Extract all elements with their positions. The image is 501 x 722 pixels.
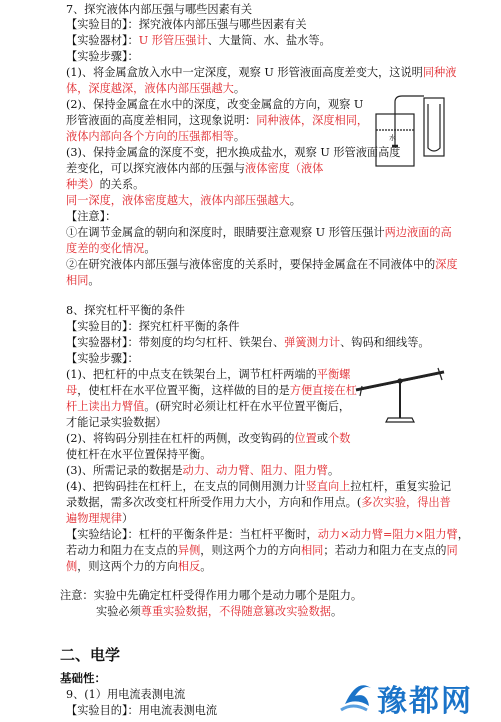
- text-span: 使杠杆在水平位置保持平衡。: [66, 448, 212, 461]
- text-span: 【实验步骤】：: [66, 352, 139, 365]
- highlight-text: 多次实验，得出普: [361, 496, 451, 509]
- text-line: [66, 447, 211, 462]
- text-line: [66, 257, 458, 272]
- text-line: [66, 511, 133, 526]
- text-span: 【注意】：: [66, 210, 117, 223]
- text-span: 才能记录实验数据）: [66, 416, 167, 429]
- highlight-text: U 形管压强计: [138, 34, 208, 47]
- text-span: ，使杠杆在水平位置平衡，这样做的目的是: [77, 384, 290, 397]
- text-span: ①在调节金属盒的朝向和深度时，眼睛要注意观察 U 形管压强计: [66, 226, 385, 239]
- text-span: 。: [330, 605, 343, 618]
- text-line: [66, 129, 245, 144]
- text-span: 差变化，可以探究液体内部的压强与: [66, 162, 246, 175]
- text-span: 、钩码和细线等。: [340, 336, 430, 349]
- text-span: 。: [328, 464, 340, 477]
- section-title: 二、电学: [60, 646, 121, 664]
- highlight-text: 异侧: [177, 544, 201, 557]
- watermark-text: 豫都网: [377, 684, 473, 719]
- text-line: [66, 687, 185, 702]
- highlight-text: 方便直接在杠: [289, 384, 357, 397]
- highlight-text: 动力×动力臂=阻力×阻力臂: [317, 528, 458, 541]
- lever-figure: [346, 346, 450, 428]
- text-span: 实验必须: [96, 605, 141, 618]
- text-line: [66, 145, 400, 160]
- highlight-text: 体，深度越深，液体内部压强越大: [66, 82, 234, 95]
- text-line: [66, 225, 452, 240]
- text-span: 若动力和阻力在支点的: [66, 544, 178, 557]
- highlight-text: 母: [66, 384, 78, 397]
- highlight-text: 液体密度（液体: [245, 162, 324, 175]
- text-line: [66, 303, 185, 318]
- text-span: 【实验器材】：带刻度的均匀杠杆、铁架台、: [66, 336, 285, 349]
- text-span: 拉杠杆，重复实验记: [350, 480, 452, 493]
- text-span: 。: [200, 560, 212, 573]
- text-line: [66, 97, 363, 112]
- text-line: [66, 209, 116, 224]
- highlight-text: 位置: [294, 432, 317, 445]
- text-line: [66, 479, 451, 494]
- text-line: [66, 33, 331, 48]
- text-span: 9、(1）用电流表测电流: [66, 688, 186, 701]
- text-span: 注意：实验中先确定杠杆受得作用力哪个是动力哪个是阻力。: [60, 589, 363, 602]
- text-line: [66, 351, 139, 366]
- highlight-text: 两边液面的高: [384, 226, 452, 239]
- highlight-text: 度差的变化情况: [66, 242, 145, 255]
- highlight-text: 平衡螺: [316, 368, 351, 381]
- text-line: [66, 65, 456, 80]
- manometer-figure: [372, 92, 450, 170]
- text-span: ，则这两个力的方向: [77, 560, 178, 573]
- text-line: [96, 604, 342, 619]
- highlight-text: 相同: [300, 544, 324, 557]
- text-line: [60, 588, 362, 603]
- text-line: [66, 559, 212, 574]
- highlight-text: 侧: [66, 560, 78, 573]
- text-line: [66, 495, 451, 510]
- water-label: 水: [389, 134, 396, 142]
- text-span: 或: [316, 432, 329, 445]
- text-line: [66, 17, 307, 32]
- text-span: 。: [289, 194, 301, 207]
- text-span: (1)、将金属盒放入水中一定深度，观察 U 形管液面高度差变大，这说明: [66, 66, 423, 79]
- text-span: 。(研究时必须让杠杆在水平位置平衡后，: [144, 400, 351, 413]
- text-span: 【实验目的】：探究杠杆平衡的条件: [66, 320, 240, 333]
- highlight-text: 相反: [177, 560, 201, 573]
- text-span: 【实验结论】：杠杆的平衡条件是：当杠杆平衡时，: [66, 528, 318, 541]
- highlight-text: 同种液: [422, 66, 457, 79]
- highlight-text: 竖直向上: [305, 480, 351, 493]
- highlight-text: 动力、动力臂、阻力、阻力臂: [182, 464, 328, 477]
- highlight-text: 弹簧测力计: [284, 336, 341, 349]
- text-line: [66, 49, 139, 64]
- text-span: ，: [457, 528, 469, 541]
- text-line: [66, 241, 156, 256]
- text-line: [66, 383, 357, 398]
- text-span: 的关系。: [99, 178, 145, 191]
- text-line: [66, 193, 301, 208]
- text-line: [66, 273, 100, 288]
- text-line: [66, 415, 167, 430]
- subheading: 基础性：: [60, 671, 106, 685]
- text-span: 【实验步骤】：: [66, 50, 139, 63]
- text-span: 【实验目的】：用电流表测电流: [66, 704, 218, 717]
- text-span: (1)、把杠杆的中点支在铁架台上，调节杠杆两端的: [66, 368, 317, 381]
- text-span: (3)、所需记录的数据是: [66, 464, 183, 477]
- highlight-text: 种类）: [66, 178, 100, 191]
- text-line: [66, 399, 350, 414]
- text-line: [66, 319, 239, 334]
- text-span: 。: [233, 130, 246, 143]
- text-line: [66, 543, 458, 558]
- text-span: (2)、保持金属盒在水中的深度，改变金属盒的方向，观察 U: [66, 98, 364, 111]
- highlight-text: 尊重实验数据，不得随意篡改实验数据: [140, 605, 331, 618]
- text-span: 。: [88, 274, 100, 287]
- text-line: [66, 527, 469, 542]
- text-span: 录数据，需多次改变杠杆所受作用力大小，方向和作用点。(: [66, 496, 362, 509]
- highlight-text: 液体内部向各个方向的压强都相等: [66, 130, 234, 143]
- text-span: ）: [121, 512, 134, 525]
- watermark-logo-icon: [337, 674, 377, 718]
- watermark: [337, 674, 497, 718]
- text-span: 。: [144, 242, 156, 255]
- highlight-text: 相同: [66, 274, 89, 287]
- text-span: ②在研究液体内部压强与液体密度的关系时，要保持金属盒在不同液体中的: [66, 258, 436, 271]
- text-line: [66, 367, 350, 382]
- text-span: (3)、保持金属盒的深度不变，把水换成盐水，观察 U 形管液面高度: [66, 146, 401, 159]
- highlight-text: 同一深度，液体密度越大，液体内部压强越大: [66, 194, 290, 207]
- text-span: 8、探究杠杆平衡的条件: [66, 304, 185, 317]
- text-line: [66, 161, 323, 176]
- highlight-text: 同: [446, 544, 458, 557]
- text-line: [66, 81, 245, 96]
- text-span: 、大量筒、水、盐水等。: [207, 34, 331, 47]
- text-span: 【实验目的】：探究液体内部压强与哪些因素有关: [66, 18, 307, 31]
- text-line: [66, 703, 217, 718]
- highlight-text: 杆上读出力臂值: [66, 400, 145, 413]
- text-line: [66, 113, 368, 128]
- text-line: [66, 2, 252, 17]
- text-span: 7、探究液体内部压强与哪些因素有关: [66, 3, 253, 16]
- highlight-text: 同种液体，深度相同，: [256, 114, 369, 127]
- text-span: ，则这两个力的方向: [200, 544, 301, 557]
- text-line: [66, 177, 144, 192]
- text-span: 形管液面的高度差相同，这现象说明：: [66, 114, 257, 127]
- text-line: [66, 463, 339, 478]
- highlight-text: 遍物理规律: [66, 512, 122, 525]
- text-span: 【实验器材】：: [66, 34, 139, 47]
- text-span: 。: [233, 82, 246, 95]
- text-span: (4)、把钩码挂在杠杆上，在支点的同侧用测力计: [66, 480, 306, 493]
- text-span: (2)、将钩码分别挂在杠杆的两侧，改变钩码的: [66, 432, 295, 445]
- highlight-text: 个数: [328, 432, 351, 445]
- highlight-text: 深度: [435, 258, 458, 271]
- text-line: [66, 431, 350, 446]
- text-span: ；若动力和阻力在支点的: [323, 544, 447, 557]
